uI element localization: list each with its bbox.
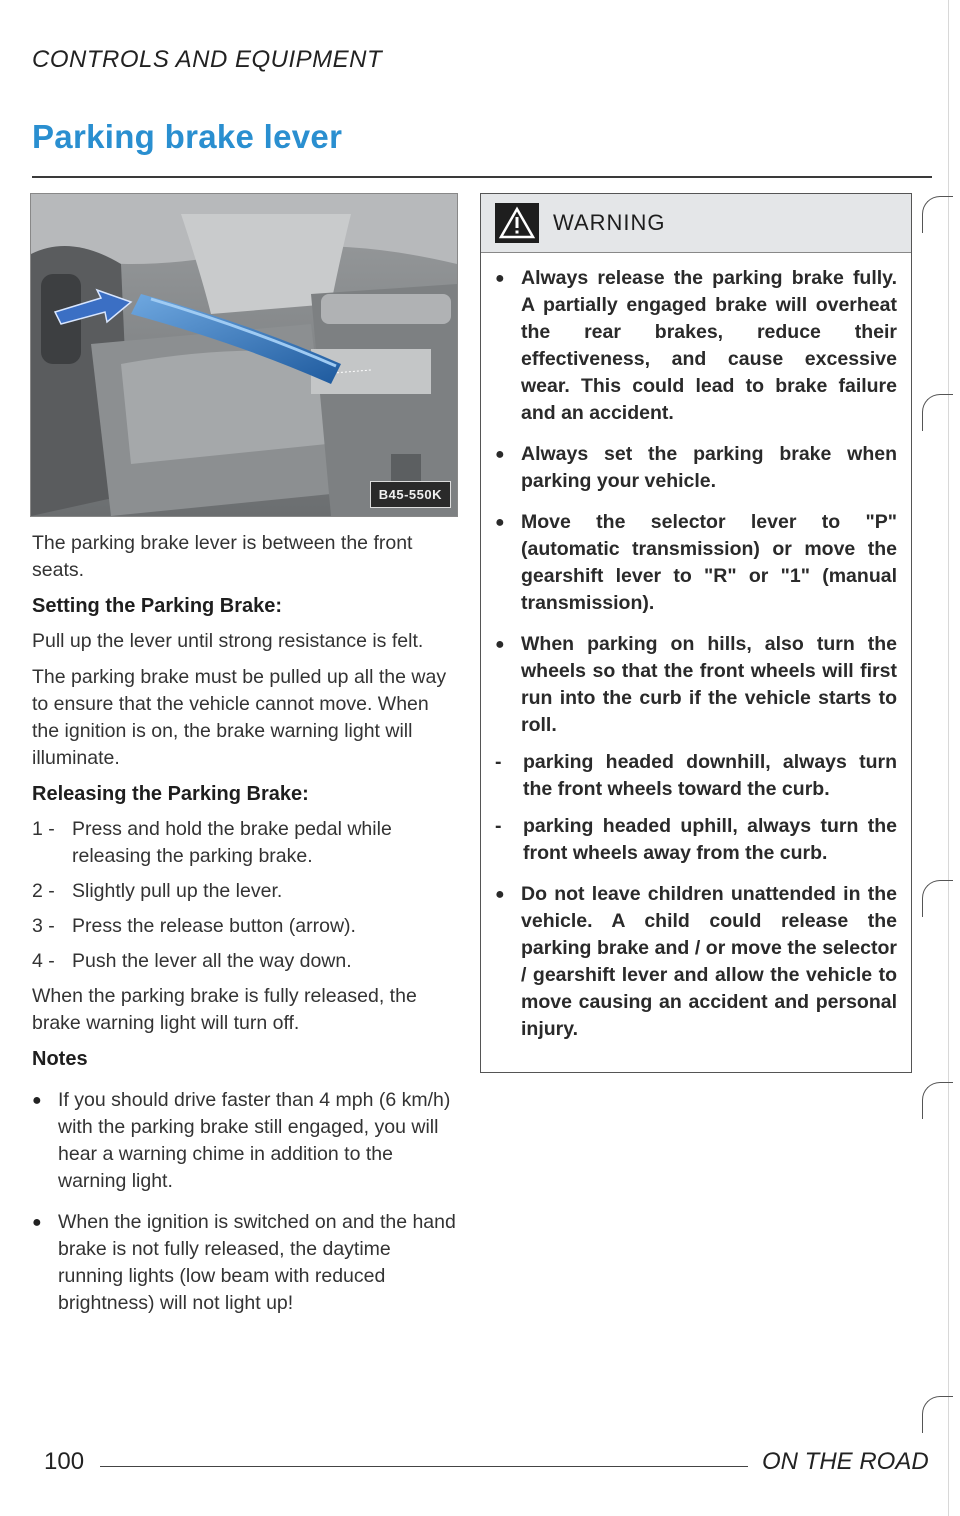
- warning-box: [480, 193, 912, 1073]
- figure-code: B45-550K: [370, 481, 451, 508]
- warning-text: Always release the parking brake fully. A partially engaged brake will overheat the rear brakes, reduce their effectiveness, and cause excessive wear. This could lead to brake failure and an accident.: [521, 267, 897, 424]
- warning-text: Always set the parking brake when parking your vehicle.: [521, 443, 897, 492]
- header-section: CONTROLS AND EQUIPMENT: [32, 46, 383, 73]
- footer-section: ON THE ROAD: [762, 1448, 929, 1475]
- warning-text: Move the selector lever to "P" (automatic transmission) or move the gearshift lever to "R" or "1" (manual transmission).: [521, 511, 897, 614]
- setting-paragraph: The parking brake must be pulled up all the way to ensure that the vehicle cannot move. When the ignition is on, the brake warning light will illuminate.: [32, 666, 447, 769]
- notes-heading: Notes: [32, 1048, 88, 1070]
- intro-text: The parking brake lever is between the front seats.: [32, 532, 413, 581]
- step-item: [32, 913, 460, 940]
- note-text: If you should drive faster than 4 mph (6 km/h) with the parking brake still engaged, you will hear a warning chime in addition to the warning light.: [58, 1089, 451, 1192]
- bullet-icon: ●: [495, 446, 505, 463]
- note-item: [32, 1087, 460, 1195]
- page-edge-tab: [922, 1082, 953, 1119]
- bullet-icon: ●: [495, 886, 505, 903]
- warning-bullet: [495, 631, 897, 739]
- bullet-icon: ●: [495, 636, 505, 653]
- step-number: 4 -: [32, 950, 55, 972]
- warning-text: parking headed uphill, always turn the front wheels away from the curb.: [523, 815, 897, 864]
- setting-paragraph: Pull up the lever until strong resistance is felt.: [32, 630, 424, 652]
- step-text: Push the lever all the way down.: [72, 950, 352, 972]
- bullet-icon: ●: [32, 1092, 42, 1109]
- step-text: Slightly pull up the lever.: [72, 880, 283, 902]
- warning-bullet: [495, 441, 897, 495]
- released-note: When the parking brake is fully released, the brake warning light will turn off.: [32, 985, 417, 1034]
- page-number: 100: [44, 1448, 85, 1475]
- warning-text: parking headed downhill, always turn the front wheels toward the curb.: [523, 751, 897, 800]
- bullet-icon: ●: [495, 270, 505, 287]
- warning-title: WARNING: [553, 210, 666, 235]
- parking-brake-illustration: [31, 194, 457, 516]
- dash-marker: -: [495, 815, 502, 837]
- step-item: [32, 878, 460, 905]
- warning-dash-item: [495, 813, 897, 867]
- step-number: 3 -: [32, 915, 55, 937]
- note-item: [32, 1209, 460, 1317]
- setting-heading: Setting the Parking Brake:: [32, 595, 283, 617]
- bullet-icon: ●: [495, 514, 505, 531]
- step-item: [32, 948, 460, 975]
- parking-brake-figure: [30, 193, 458, 517]
- page-edge-tab: [922, 1396, 953, 1433]
- step-number: 1 -: [32, 818, 55, 840]
- page-edge-tab: [922, 394, 953, 431]
- warning-triangle-icon: [495, 203, 539, 243]
- left-column: [32, 530, 460, 1317]
- warning-bullet: [495, 509, 897, 617]
- dash-marker: -: [495, 751, 502, 773]
- footer-rule: [100, 1466, 748, 1467]
- releasing-heading: Releasing the Parking Brake:: [32, 783, 309, 805]
- warning-text: Do not leave children unattended in the vehicle. A child could release the parking brake and / or move the selector / gearshift lever and allow the vehicle to move causing an accident and personal injury.: [521, 883, 897, 1040]
- step-text: Press and hold the brake pedal while releasing the parking brake.: [72, 818, 392, 867]
- step-text: Press the release button (arrow).: [72, 915, 356, 937]
- page-title: Parking brake lever: [32, 118, 343, 155]
- title-rule: [32, 176, 932, 178]
- warning-bullet: [495, 265, 897, 427]
- warning-bullet: [495, 881, 897, 1043]
- warning-header: [481, 194, 911, 253]
- page-edge-tab: [922, 196, 953, 233]
- step-number: 2 -: [32, 880, 55, 902]
- warning-dash-item: [495, 749, 897, 803]
- warning-body: [481, 253, 911, 1043]
- bullet-icon: ●: [32, 1214, 42, 1231]
- note-text: When the ignition is switched on and the hand brake is not fully released, the daytime running lights (low beam with reduced brightness) will not light up!: [58, 1211, 456, 1314]
- page-edge-tab: [922, 880, 953, 917]
- step-item: [32, 816, 460, 870]
- warning-text: When parking on hills, also turn the wheels so that the front wheels will first run into the curb if the vehicle starts to roll.: [521, 633, 897, 736]
